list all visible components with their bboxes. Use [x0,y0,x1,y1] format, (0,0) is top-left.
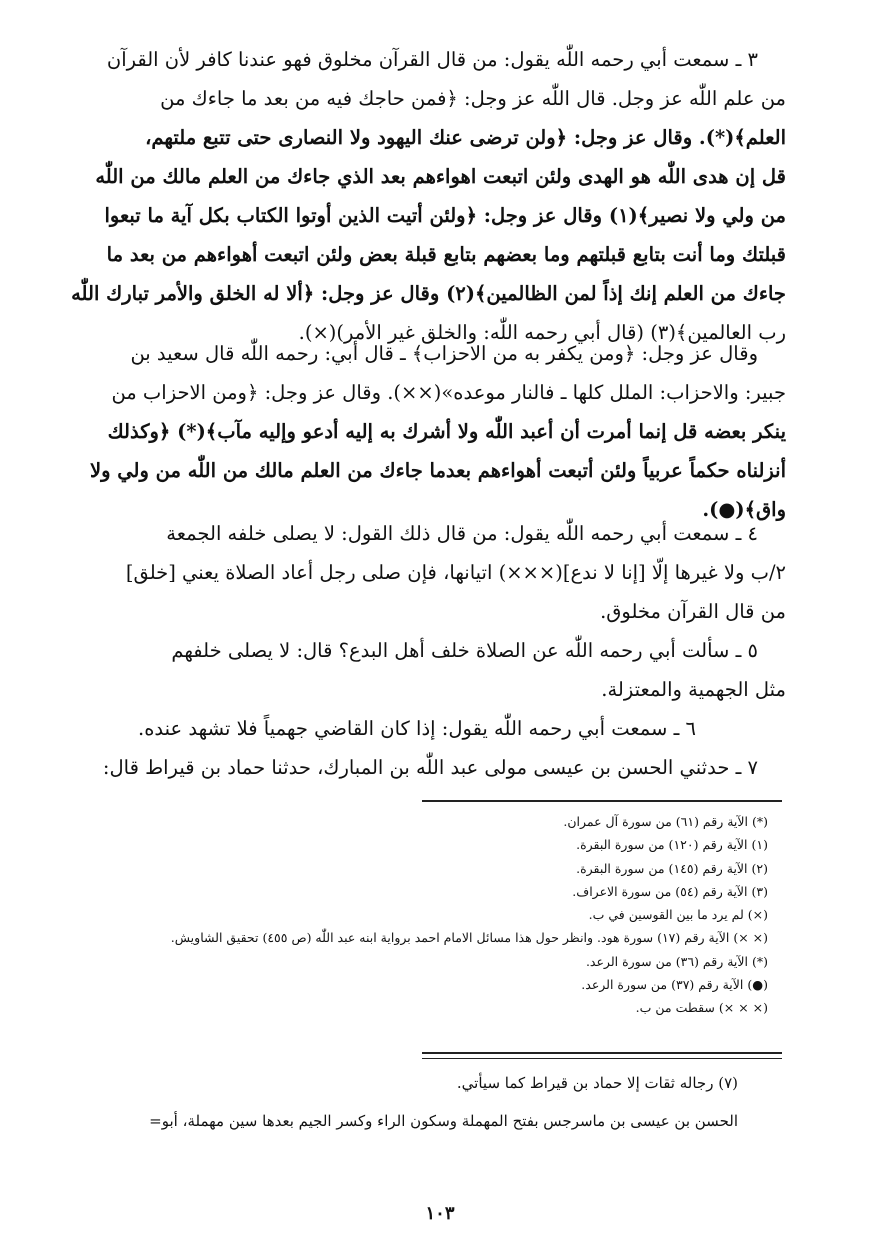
notes-divider-bottom [422,1058,782,1059]
footnote: (×) لم يرد ما بين القوسين في ب. [588,907,768,923]
text-line: ٣ ـ سمعت أبي رحمه اللّٰه يقول: من قال القرآن مخلوق فهو عندنا كافر لأن القرآن [106,48,758,71]
footnote: (٢) الآية رقم (١٤٥) من سورة البقرة. [576,860,768,876]
text-line: ٦ ـ سمعت أبي رحمه اللّٰه يقول: إذا كان القاضي جهمياً فلا تشهد عنده. [138,717,696,740]
text-line: مثل الجهمية والمعتزلة. [601,678,786,701]
text-line: ٤ ـ سمعت أبي رحمه اللّٰه يقول: من قال ذلك القول: لا يصلى خلفه الجمعة [166,522,758,545]
footnote: (٣) الآية رقم (٥٤) من سورة الاعراف. [572,883,768,899]
text-line: ٢/ب ولا غيرها إلّا [إنا لا ندع](×××) اتيانها، فإن صلى رجل أعاد الصلاة يعني [خلق] [125,561,786,584]
footnote: (*) الآية رقم (٦١) من سورة آل عمران. [563,814,768,829]
notes-divider-top [422,1052,782,1054]
text-line: من علم اللّٰه عز وجل. قال اللّٰه عز وجل: ﴿فمن حاجك فيه من بعد ما جاءك من [160,87,786,110]
main-text [89,334,786,529]
footnote: (× ×) الآية رقم (١٧) سورة هود. وانظر حول هذا مسائل الامام احمد برواية ابنه عبد اللّٰه (ص ٤٥٥) تحقيق الشاويش. [170,930,768,946]
text-line: واق﴾(●). [702,498,786,521]
text-line: من قال القرآن مخلوق. [600,600,786,623]
main-text [102,514,786,787]
footnote: (١) الآية رقم (١٢٠) من سورة البقرة. [576,837,768,853]
commentary-line: الحسن بن عيسى بن ماسرجس بفتح المهملة وسكون الراء وكسر الجيم بعدها سين مهملة، أبو= [149,1112,738,1130]
main-text [71,40,786,352]
commentary-line: (٧) رجاله ثقات إلا حماد بن قيراط كما سيأتي. [456,1074,738,1092]
commentary [70,1068,780,1136]
text-line: قبلتك وما أنت بتابع قبلتهم وما بعضهم بتابع قبلة بعض ولئن اتبعت أهواءهم من بعد ما [106,243,786,266]
text-line: رب العالمين﴾(٣) (قال أبي رحمه اللّٰه: والخلق غير الأمر)(×). [298,321,786,344]
page-number: ١٠٣ [425,1203,455,1224]
text-line: ينكر بعضه قل إنما أمرت أن أعبد اللّٰه ولا أشرك به إليه أدعو وإليه مآب﴾(*) ﴿وكذلك [107,420,786,443]
text-line: ٧ ـ حدثني الحسن بن عيسى مولى عبد اللّٰه بن المبارك، حدثنا حماد بن قيراط قال: [102,756,758,779]
footnotes [120,810,780,1020]
footnote-divider [422,800,782,802]
text-line: جبير: والاحزاب: الملل كلها ـ فالنار موعده»(××). وقال عز وجل: ﴿ومن الاحزاب من [111,381,786,404]
text-line: وقال عز وجل: ﴿ومن يكفر به من الاحزاب﴾ ـ قال أبي: رحمه اللّٰه قال سعيد بن [130,342,758,365]
text-line: جاءك من العلم إنك إذاً لمن الظالمين﴾(٢) وقال عز وجل: ﴿ألا له الخلق والأمر تبارك اللّٰه [71,282,786,305]
footnote: (*) الآية رقم (٣٦) من سورة الرعد. [585,953,768,969]
text-line: أنزلناه حكماً عربياً ولئن أتبعت أهواءهم بعدما جاءك من العلم مالك من اللّٰه من ولي ولا [89,459,786,482]
text-line: العلم﴾(*). وقال عز وجل: ﴿ولن ترضى عنك اليهود ولا النصارى حتى تتبع ملتهم، [145,126,786,149]
footnote: (× × ×) سقطت من ب. [635,1000,768,1016]
footnote: (●) الآية رقم (٣٧) من سورة الرعد. [581,977,768,993]
text-line: ٥ ـ سألت أبي رحمه اللّٰه عن الصلاة خلف أهل البدع؟ قال: لا يصلى خلفهم [171,639,758,662]
text-line: من ولي ولا نصير﴾(١) وقال عز وجل: ﴿ولئن أتيت الذين أوتوا الكتاب بكل آية ما تبعوا [104,204,786,227]
text-line: قل إن هدى اللّٰه هو الهدى ولئن اتبعت اهواءهم بعد الذي جاءك من العلم مالك من اللّٰه [95,165,786,188]
